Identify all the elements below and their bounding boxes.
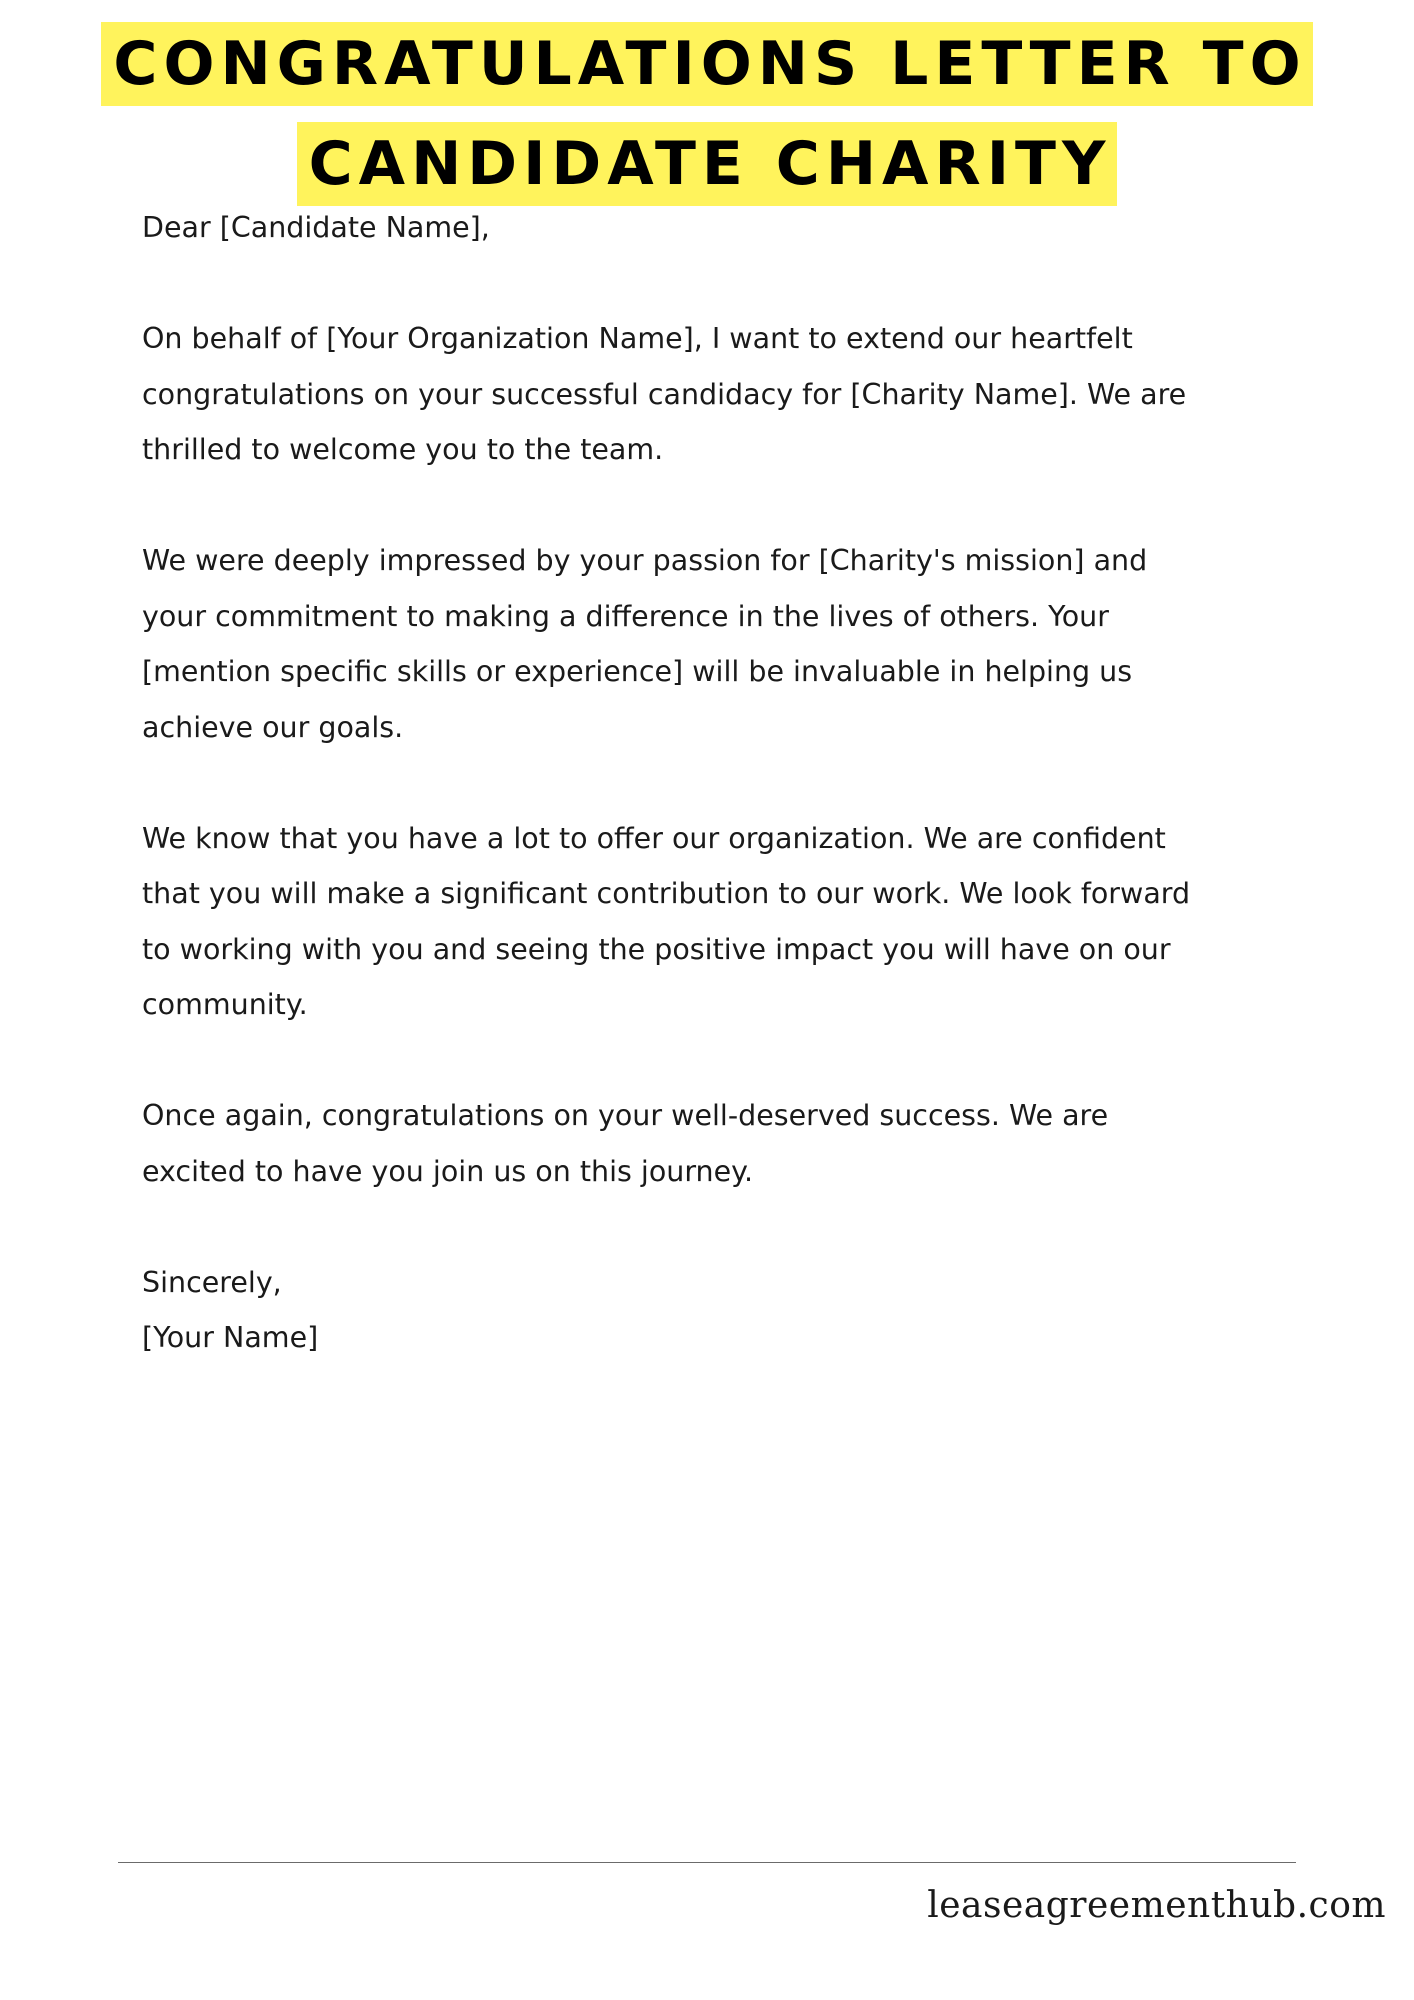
paragraph-3: We know that you have a lot to offer our organization. We are confident that you will make a significant contribution to our work. We look forward to working with you and seeing the positive impact you will have on our community. (142, 821, 1191, 1021)
title-line-1: CONGRATULATIONS LETTER TO (101, 22, 1312, 106)
salutation: Dear [Candidate Name], (142, 211, 490, 244)
paragraph-2: We were deeply impressed by your passion for [Charity's mission] and your commitment to making a difference in the lives of others. Your [mention specific skills or experience] will be invaluable in helping us achieve our goals. (142, 544, 1148, 744)
title-line-2: CANDIDATE CHARITY (297, 122, 1118, 206)
paragraph-4: Once again, congratulations on your well-deserved success. We are excited to have you join us on this journey. (142, 1099, 1109, 1188)
footer-website: leaseagreementhub.com (927, 1885, 1386, 1926)
paragraph-1: On behalf of [Your Organization Name], I want to extend our heartfelt congratulations on your successful candidacy for [Charity Name]. We are thrilled to welcome you to the team. (142, 322, 1187, 466)
signature-name: [Your Name] (142, 1321, 319, 1354)
letter-body (142, 200, 1302, 1366)
closing: Sincerely, (142, 1265, 282, 1299)
signature-block (142, 1255, 1302, 1366)
footer-divider (118, 1862, 1296, 1863)
document-title (0, 22, 1414, 222)
